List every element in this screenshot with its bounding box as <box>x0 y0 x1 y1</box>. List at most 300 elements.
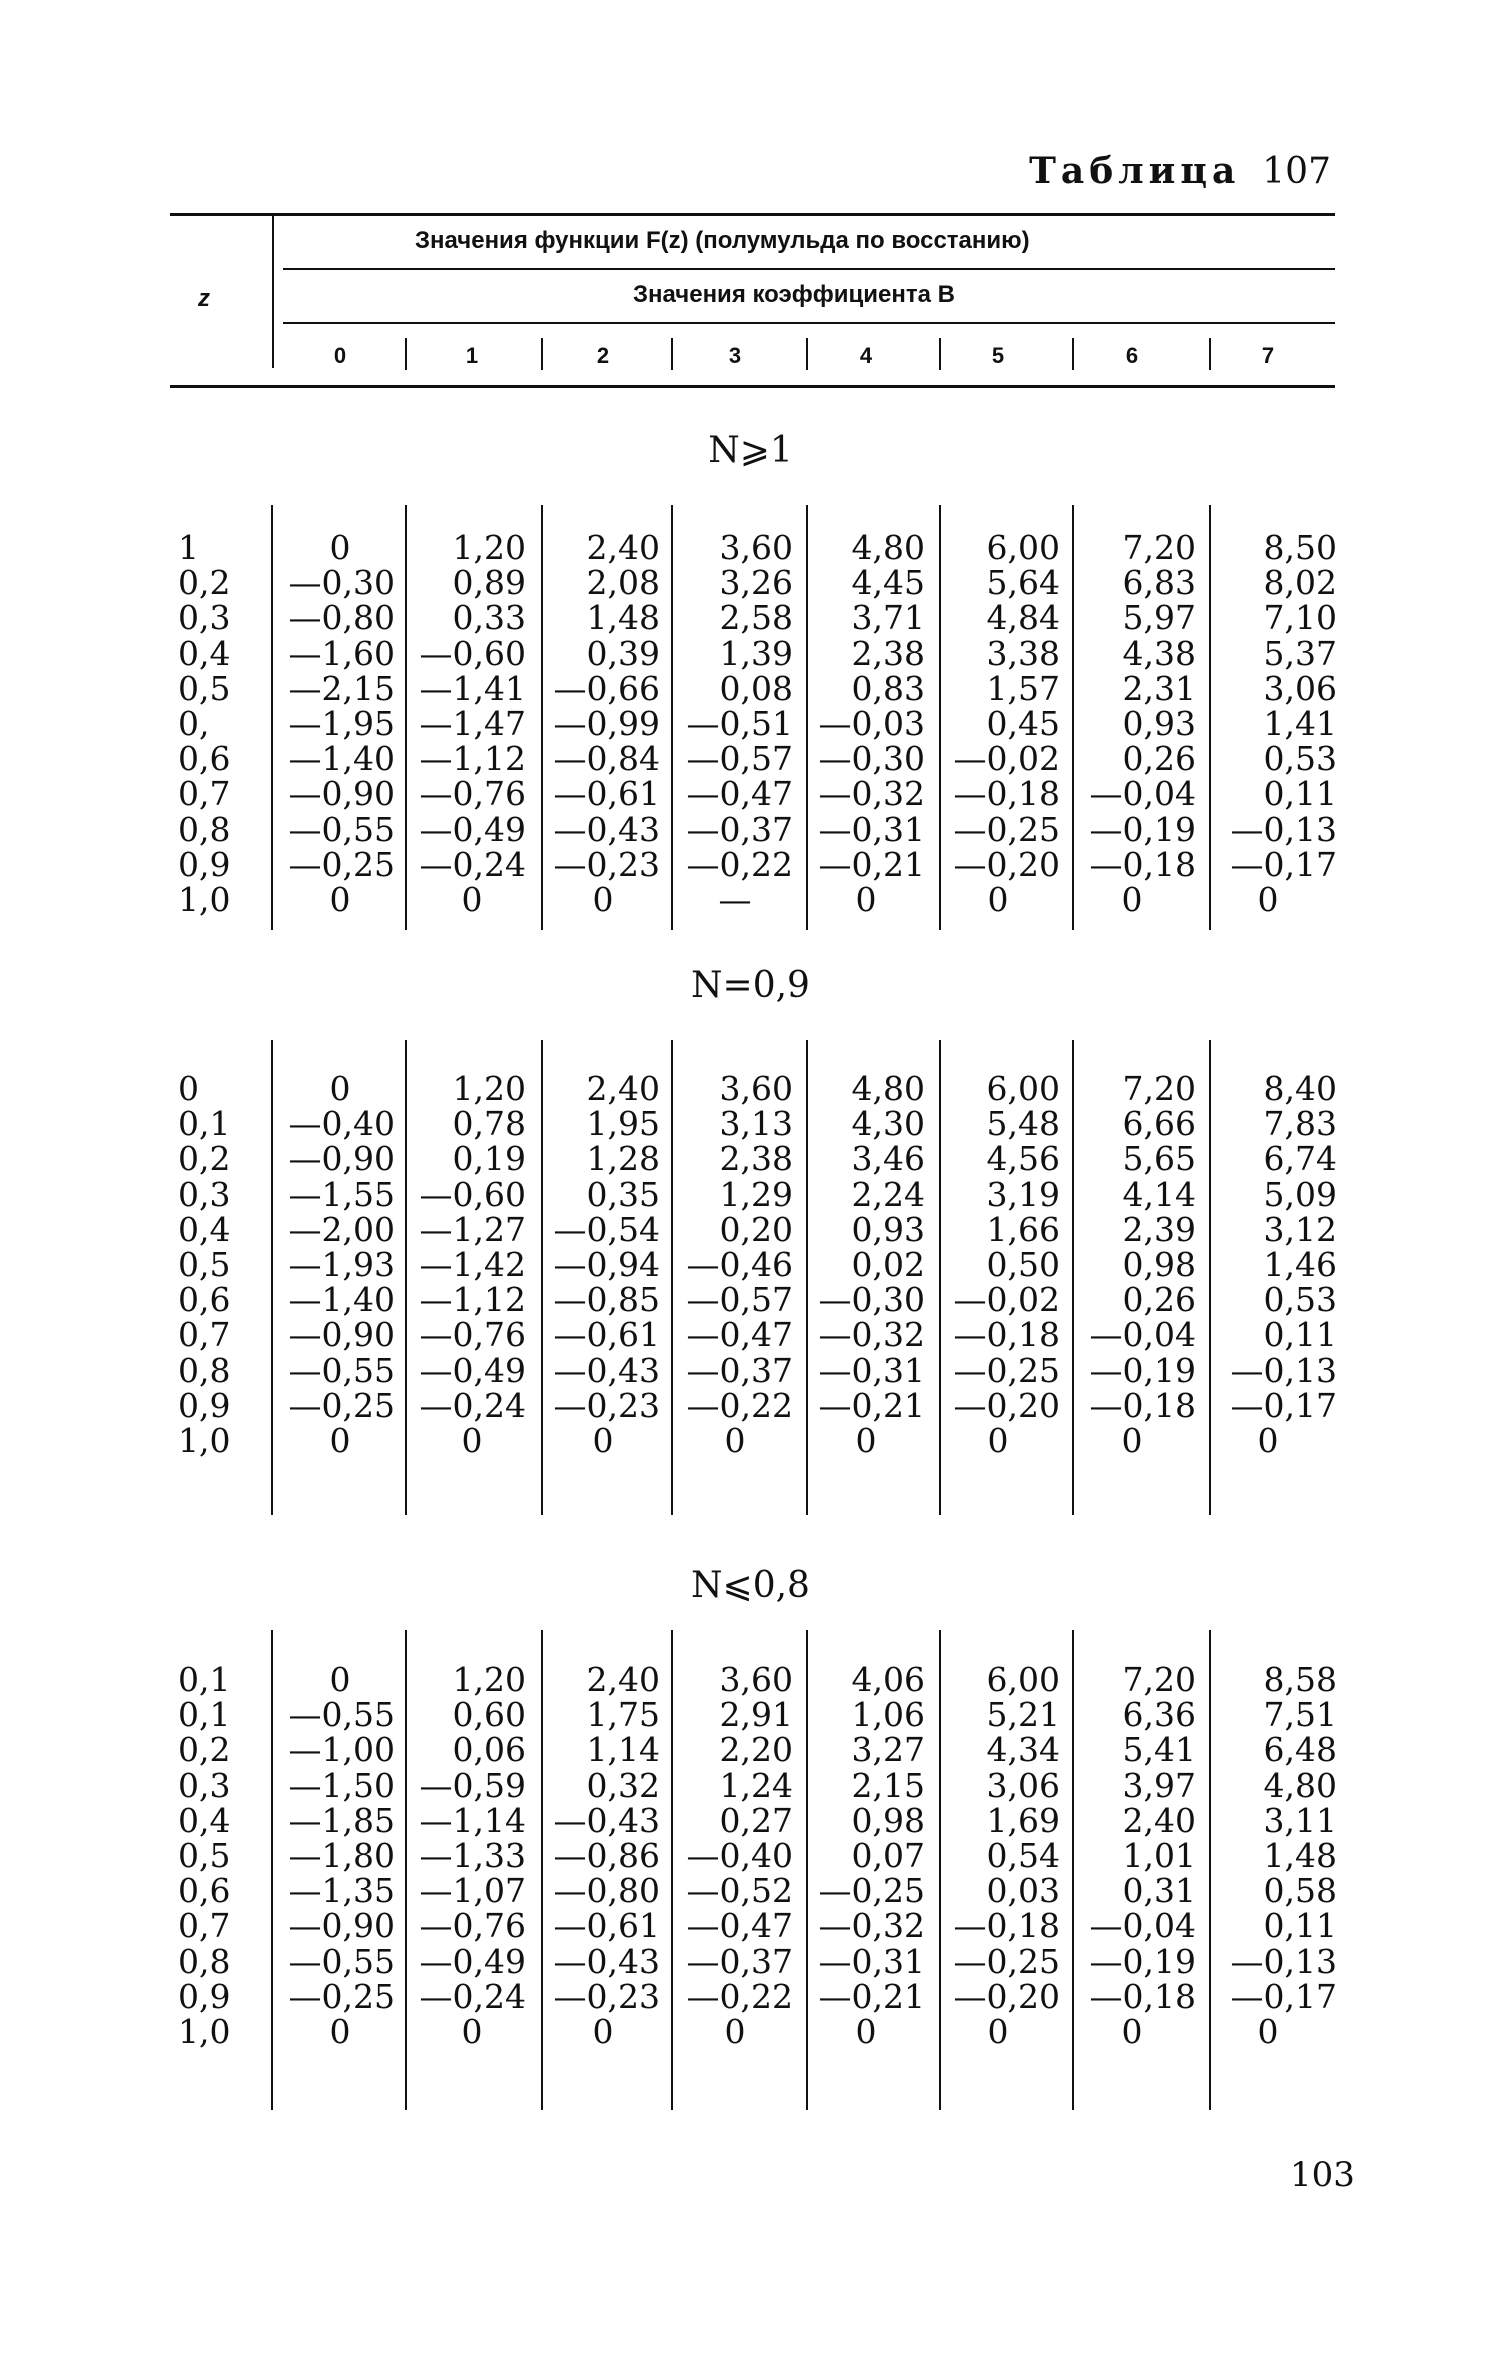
value-cell: 6,74 <box>1263 1139 1337 1179</box>
value-cell: —0,90 <box>288 1906 395 1946</box>
z-value: 0,2 <box>178 563 231 603</box>
table-row <box>0 2014 1501 2049</box>
value-cell: 3,06 <box>986 1765 1060 1805</box>
z-value: 0,6 <box>178 1871 231 1911</box>
value-cell: 5,21 <box>986 1695 1060 1735</box>
value-cell: —0,13 <box>1230 1941 1337 1981</box>
value-cell: —0,30 <box>818 739 925 779</box>
z-value: 0,1 <box>178 1695 231 1735</box>
column-number-1: 1 <box>465 343 479 368</box>
value-cell: —0,80 <box>553 1871 660 1911</box>
table-row <box>0 774 1501 814</box>
z-value: 0,7 <box>178 1906 231 1946</box>
value-cell: 7,83 <box>1263 1104 1337 1144</box>
value-cell: 0 <box>592 1421 614 1460</box>
table-row <box>0 1071 1501 1106</box>
value-cell: —0,37 <box>686 1350 793 1390</box>
value-cell: —0,43 <box>553 1800 660 1840</box>
value-cell: —0,32 <box>818 1315 925 1355</box>
value-cell: 0,31 <box>1122 1871 1196 1911</box>
table-row <box>0 1871 1501 1911</box>
value-cell: 8,50 <box>1263 528 1337 567</box>
value-cell: 0,53 <box>1263 1280 1337 1320</box>
value-cell: 1,39 <box>719 633 793 673</box>
value-cell: 0,54 <box>986 1836 1060 1875</box>
value-cell: 0,20 <box>719 1209 793 1249</box>
value-cell: —1,07 <box>419 1871 526 1911</box>
value-cell: 0,35 <box>586 1174 660 1214</box>
z-value: 0,2 <box>178 1139 231 1179</box>
value-cell: —0,13 <box>1230 1350 1337 1390</box>
value-cell: 0,26 <box>1122 1280 1196 1320</box>
z-value: 0,3 <box>178 1174 231 1214</box>
value-cell: 4,84 <box>986 598 1060 638</box>
value-cell: 0 <box>987 2012 1009 2051</box>
value-cell: 0,33 <box>452 598 526 638</box>
value-cell: —1,47 <box>419 704 526 743</box>
value-cell: —0,32 <box>818 774 925 814</box>
value-cell: —1,00 <box>288 1730 395 1770</box>
column-number-0: 0 <box>333 343 347 368</box>
value-cell: 2,31 <box>1122 668 1196 708</box>
value-cell: —0,18 <box>953 1315 1060 1355</box>
value-cell: 1,14 <box>586 1730 660 1770</box>
value-cell: 1,29 <box>719 1174 793 1214</box>
value-cell: —0,18 <box>1089 1976 1196 2016</box>
value-cell: 0,78 <box>452 1104 526 1144</box>
coefficient-caption: Значения коэффициента B <box>633 281 955 308</box>
value-cell: —1,12 <box>419 1280 526 1320</box>
z-value: 0,6 <box>178 739 231 779</box>
table-row <box>0 882 1501 917</box>
value-cell: 0,58 <box>1263 1871 1337 1911</box>
z-value: 1 <box>178 528 199 567</box>
value-cell: — <box>718 880 752 919</box>
value-cell: 3,11 <box>1263 1800 1337 1840</box>
section-label: N⩽0,8 <box>691 1565 810 1606</box>
value-cell: 0 <box>461 880 483 919</box>
value-cell: —0,76 <box>419 1906 526 1946</box>
value-cell: 6,83 <box>1122 563 1196 603</box>
value-cell: —0,17 <box>1230 844 1337 884</box>
value-cell: —0,90 <box>288 1139 395 1179</box>
z-value: 0,7 <box>178 774 231 814</box>
value-cell: 4,45 <box>851 563 925 603</box>
value-cell: 0 <box>329 1069 351 1108</box>
value-cell: —0,60 <box>419 1174 526 1214</box>
z-value: 1,0 <box>178 2012 231 2051</box>
value-cell: —0,55 <box>288 1695 395 1735</box>
value-cell: —1,40 <box>288 739 395 779</box>
z-value: 0,6 <box>178 1280 231 1320</box>
value-cell: —0,23 <box>553 1976 660 2016</box>
section-label: N=0,9 <box>691 965 810 1006</box>
value-cell: 1,75 <box>586 1695 660 1735</box>
value-cell: 4,38 <box>1122 633 1196 673</box>
value-cell: 0 <box>987 880 1009 919</box>
value-cell: 0,93 <box>851 1209 925 1249</box>
value-cell: —1,85 <box>288 1800 395 1840</box>
value-cell: 1,24 <box>719 1765 793 1805</box>
value-cell: —0,02 <box>953 739 1060 779</box>
value-cell: —0,04 <box>1089 774 1196 814</box>
value-cell: —1,93 <box>288 1245 395 1284</box>
value-cell: 6,00 <box>986 528 1060 567</box>
page-number: 103 <box>1290 2155 1355 2195</box>
value-cell: —0,40 <box>686 1836 793 1875</box>
value-cell: 7,20 <box>1122 528 1196 567</box>
value-cell: 0 <box>1121 880 1143 919</box>
value-cell: —0,17 <box>1230 1976 1337 2016</box>
table-row <box>0 1765 1501 1805</box>
value-cell: 0,02 <box>851 1245 925 1284</box>
value-cell: —0,03 <box>818 704 925 743</box>
table-row <box>0 844 1501 884</box>
value-cell: 3,60 <box>719 1069 793 1108</box>
value-cell: 5,64 <box>986 563 1060 603</box>
z-value: 0,8 <box>178 1350 231 1390</box>
value-cell: 2,58 <box>719 598 793 638</box>
value-cell: —0,22 <box>686 1976 793 2016</box>
z-value: 0 <box>178 1069 199 1108</box>
value-cell: 0 <box>855 880 877 919</box>
table-row <box>0 1662 1501 1697</box>
table-row <box>0 1976 1501 2016</box>
column-number-4: 4 <box>859 343 873 368</box>
value-cell: —0,55 <box>288 809 395 849</box>
value-cell: 0 <box>461 2012 483 2051</box>
value-cell: —1,60 <box>288 633 395 673</box>
value-cell: —0,20 <box>953 844 1060 884</box>
value-cell: 0,03 <box>986 1871 1060 1911</box>
table-row <box>0 1941 1501 1981</box>
value-cell: —0,19 <box>1089 1941 1196 1981</box>
value-cell: —0,57 <box>686 1280 793 1320</box>
value-cell: 3,46 <box>851 1139 925 1179</box>
value-cell: —0,76 <box>419 1315 526 1355</box>
value-cell: —0,17 <box>1230 1385 1337 1425</box>
value-cell: 6,66 <box>1122 1104 1196 1144</box>
value-cell: —0,22 <box>686 1385 793 1425</box>
value-cell: 4,06 <box>851 1660 925 1699</box>
value-cell: 5,97 <box>1122 598 1196 638</box>
value-cell: —0,04 <box>1089 1315 1196 1355</box>
value-cell: 0,45 <box>986 704 1060 743</box>
value-cell: —0,20 <box>953 1976 1060 2016</box>
value-cell: 2,24 <box>851 1174 925 1214</box>
value-cell: 7,10 <box>1263 598 1337 638</box>
z-value: 0,1 <box>178 1660 231 1699</box>
value-cell: —0,24 <box>419 1976 526 2016</box>
value-cell: 0 <box>724 2012 746 2051</box>
value-cell: 6,00 <box>986 1660 1060 1699</box>
value-cell: 1,20 <box>452 528 526 567</box>
value-cell: —0,61 <box>553 774 660 814</box>
column-number-6: 6 <box>1125 343 1139 368</box>
value-cell: —0,46 <box>686 1245 793 1284</box>
section-label: N⩾1 <box>708 430 793 471</box>
value-cell: 1,20 <box>452 1660 526 1699</box>
value-cell: 0 <box>1257 880 1279 919</box>
value-cell: 2,40 <box>1122 1800 1196 1840</box>
table-row <box>0 1800 1501 1840</box>
table-row <box>0 633 1501 673</box>
table-row <box>0 1730 1501 1770</box>
value-cell: 0,11 <box>1263 1906 1337 1946</box>
value-cell: 4,80 <box>851 528 925 567</box>
value-cell: —1,35 <box>288 1871 395 1911</box>
value-cell: 0,08 <box>719 668 793 708</box>
value-cell: 0 <box>329 2012 351 2051</box>
value-cell: —0,04 <box>1089 1906 1196 1946</box>
value-cell: 3,19 <box>986 1174 1060 1214</box>
value-cell: 4,34 <box>986 1730 1060 1770</box>
value-cell: 3,26 <box>719 563 793 603</box>
header-coef-rule <box>283 322 1335 324</box>
z-value: 0,8 <box>178 809 231 849</box>
column-number-7: 7 <box>1261 343 1275 368</box>
value-cell: —0,02 <box>953 1280 1060 1320</box>
value-cell: —0,99 <box>553 704 660 743</box>
header-bottom-rule <box>170 385 1335 388</box>
value-cell: 0 <box>855 1421 877 1460</box>
value-cell: 2,39 <box>1122 1209 1196 1249</box>
value-cell: 7,20 <box>1122 1660 1196 1699</box>
value-cell: —0,18 <box>953 774 1060 814</box>
value-cell: —1,42 <box>419 1245 526 1284</box>
value-cell: —0,55 <box>288 1350 395 1390</box>
header-z-divider <box>272 216 274 368</box>
value-cell: —0,31 <box>818 1350 925 1390</box>
z-value: 0,8 <box>178 1941 231 1981</box>
column-number-3: 3 <box>728 343 742 368</box>
value-cell: —0,60 <box>419 633 526 673</box>
value-cell: —0,25 <box>953 1350 1060 1390</box>
value-cell: —2,00 <box>288 1209 395 1249</box>
value-cell: 4,14 <box>1122 1174 1196 1214</box>
value-cell: 2,38 <box>719 1139 793 1179</box>
header-mid-rule <box>283 268 1335 270</box>
value-cell: —0,80 <box>288 598 395 638</box>
value-cell: 8,40 <box>1263 1069 1337 1108</box>
value-cell: —0,19 <box>1089 1350 1196 1390</box>
value-cell: 0 <box>329 528 351 567</box>
value-cell: —2,15 <box>288 668 395 708</box>
value-cell: 6,00 <box>986 1069 1060 1108</box>
value-cell: 0,19 <box>452 1139 526 1179</box>
value-cell: —0,25 <box>953 809 1060 849</box>
value-cell: 2,08 <box>586 563 660 603</box>
z-value: 0,5 <box>178 1245 231 1284</box>
value-cell: —0,47 <box>686 1315 793 1355</box>
table-row <box>0 1350 1501 1390</box>
value-cell: —0,24 <box>419 1385 526 1425</box>
value-cell: 0,11 <box>1263 774 1337 814</box>
table-row <box>0 563 1501 603</box>
value-cell: 3,12 <box>1263 1209 1337 1249</box>
value-cell: 0,98 <box>851 1800 925 1840</box>
value-cell: 0 <box>1257 1421 1279 1460</box>
value-cell: 1,48 <box>1263 1836 1337 1875</box>
value-cell: —0,52 <box>686 1871 793 1911</box>
value-cell: —0,94 <box>553 1245 660 1284</box>
value-cell: —1,41 <box>419 668 526 708</box>
value-cell: 1,41 <box>1263 704 1337 743</box>
z-value: 0,7 <box>178 1315 231 1355</box>
table-title-number: 107 <box>1262 151 1331 192</box>
value-cell: 0,89 <box>452 563 526 603</box>
value-cell: 6,36 <box>1122 1695 1196 1735</box>
table-row <box>0 1247 1501 1282</box>
value-cell: —0,43 <box>553 1350 660 1390</box>
value-cell: —0,25 <box>288 844 395 884</box>
value-cell: —0,47 <box>686 774 793 814</box>
value-cell: —0,49 <box>419 809 526 849</box>
value-cell: —0,18 <box>1089 844 1196 884</box>
table-row <box>0 1838 1501 1873</box>
value-cell: 0 <box>329 1421 351 1460</box>
function-caption: Значения функции F(z) (полумульда по восстанию) <box>415 227 1030 254</box>
value-cell: 0,07 <box>851 1836 925 1875</box>
value-cell: 2,40 <box>586 528 660 567</box>
value-cell: —0,20 <box>953 1385 1060 1425</box>
table-row <box>0 739 1501 779</box>
value-cell: —1,95 <box>288 704 395 743</box>
header-column-divider <box>806 338 808 370</box>
table-title <box>1029 150 1331 192</box>
z-value: 1,0 <box>178 880 231 919</box>
value-cell: —0,90 <box>288 774 395 814</box>
z-value: 0,5 <box>178 668 231 708</box>
header-top-rule <box>170 213 1335 216</box>
value-cell: —0,43 <box>553 1941 660 1981</box>
value-cell: 5,48 <box>986 1104 1060 1144</box>
value-cell: 5,37 <box>1263 633 1337 673</box>
value-cell: 0,11 <box>1263 1315 1337 1355</box>
value-cell: —0,22 <box>686 844 793 884</box>
value-cell: —0,76 <box>419 774 526 814</box>
value-cell: —0,86 <box>553 1836 660 1875</box>
value-cell: —1,50 <box>288 1765 395 1805</box>
value-cell: —0,43 <box>553 809 660 849</box>
value-cell: 0,93 <box>1122 704 1196 743</box>
value-cell: 0,98 <box>1122 1245 1196 1284</box>
z-value: 0,1 <box>178 1104 231 1144</box>
value-cell: —0,49 <box>419 1941 526 1981</box>
table-row <box>0 598 1501 638</box>
z-value: 0,9 <box>178 1976 231 2016</box>
value-cell: —0,61 <box>553 1906 660 1946</box>
value-cell: 0,06 <box>452 1730 526 1770</box>
value-cell: 3,38 <box>986 633 1060 673</box>
table-row <box>0 1423 1501 1458</box>
value-cell: —0,19 <box>1089 809 1196 849</box>
value-cell: —0,90 <box>288 1315 395 1355</box>
table-row <box>0 1139 1501 1179</box>
value-cell: 2,40 <box>586 1660 660 1699</box>
value-cell: 1,06 <box>851 1695 925 1735</box>
value-cell: —0,61 <box>553 1315 660 1355</box>
value-cell: 5,09 <box>1263 1174 1337 1214</box>
value-cell: —0,30 <box>288 563 395 603</box>
value-cell: —1,55 <box>288 1174 395 1214</box>
value-cell: —0,32 <box>818 1906 925 1946</box>
value-cell: —0,37 <box>686 1941 793 1981</box>
value-cell: 1,66 <box>986 1209 1060 1249</box>
value-cell: 3,27 <box>851 1730 925 1770</box>
value-cell: —0,21 <box>818 1976 925 2016</box>
value-cell: —0,55 <box>288 1941 395 1981</box>
header-column-divider <box>541 338 543 370</box>
table-row <box>0 1104 1501 1144</box>
header-column-divider <box>671 338 673 370</box>
z-value: 0,9 <box>178 844 231 884</box>
value-cell: —0,40 <box>288 1104 395 1144</box>
value-cell: 3,06 <box>1263 668 1337 708</box>
value-cell: 0 <box>855 2012 877 2051</box>
header-column-divider <box>1209 338 1211 370</box>
z-value: 1,0 <box>178 1421 231 1460</box>
value-cell: 1,69 <box>986 1800 1060 1840</box>
value-cell: 0,32 <box>586 1765 660 1805</box>
value-cell: 5,65 <box>1122 1139 1196 1179</box>
table-row <box>0 1174 1501 1214</box>
value-cell: 4,80 <box>1263 1765 1337 1805</box>
z-value: 0,3 <box>178 598 231 638</box>
value-cell: —1,12 <box>419 739 526 779</box>
value-cell: 6,48 <box>1263 1730 1337 1770</box>
value-cell: 0 <box>1121 1421 1143 1460</box>
value-cell: —0,84 <box>553 739 660 779</box>
z-value: 0,4 <box>178 1209 231 1249</box>
value-cell: —0,31 <box>818 1941 925 1981</box>
table-row <box>0 706 1501 741</box>
value-cell: 3,60 <box>719 528 793 567</box>
value-cell: 0,53 <box>1263 739 1337 779</box>
value-cell: 1,20 <box>452 1069 526 1108</box>
value-cell: —1,80 <box>288 1836 395 1875</box>
value-cell: 2,40 <box>586 1069 660 1108</box>
value-cell: 8,02 <box>1263 563 1337 603</box>
value-cell: —0,21 <box>818 844 925 884</box>
value-cell: 3,71 <box>851 598 925 638</box>
table-title-label: Таблица <box>1029 150 1241 192</box>
z-value: 0,9 <box>178 1385 231 1425</box>
table-row <box>0 1280 1501 1320</box>
table-row <box>0 1906 1501 1946</box>
value-cell: —1,14 <box>419 1800 526 1840</box>
column-number-2: 2 <box>596 343 610 368</box>
value-cell: 1,28 <box>586 1139 660 1179</box>
value-cell: —0,25 <box>288 1385 395 1425</box>
value-cell: 2,91 <box>719 1695 793 1735</box>
value-cell: —1,27 <box>419 1209 526 1249</box>
value-cell: 0,39 <box>586 633 660 673</box>
value-cell: 0 <box>592 2012 614 2051</box>
value-cell: 4,56 <box>986 1139 1060 1179</box>
value-cell: 1,46 <box>1263 1245 1337 1284</box>
value-cell: —0,30 <box>818 1280 925 1320</box>
value-cell: —0,51 <box>686 704 793 743</box>
z-value: 0,4 <box>178 1800 231 1840</box>
value-cell: 1,95 <box>586 1104 660 1144</box>
value-cell: 0 <box>461 1421 483 1460</box>
z-value: 0, <box>178 704 210 743</box>
value-cell: —0,13 <box>1230 809 1337 849</box>
table-row <box>0 1209 1501 1249</box>
value-cell: —0,57 <box>686 739 793 779</box>
value-cell: 2,38 <box>851 633 925 673</box>
